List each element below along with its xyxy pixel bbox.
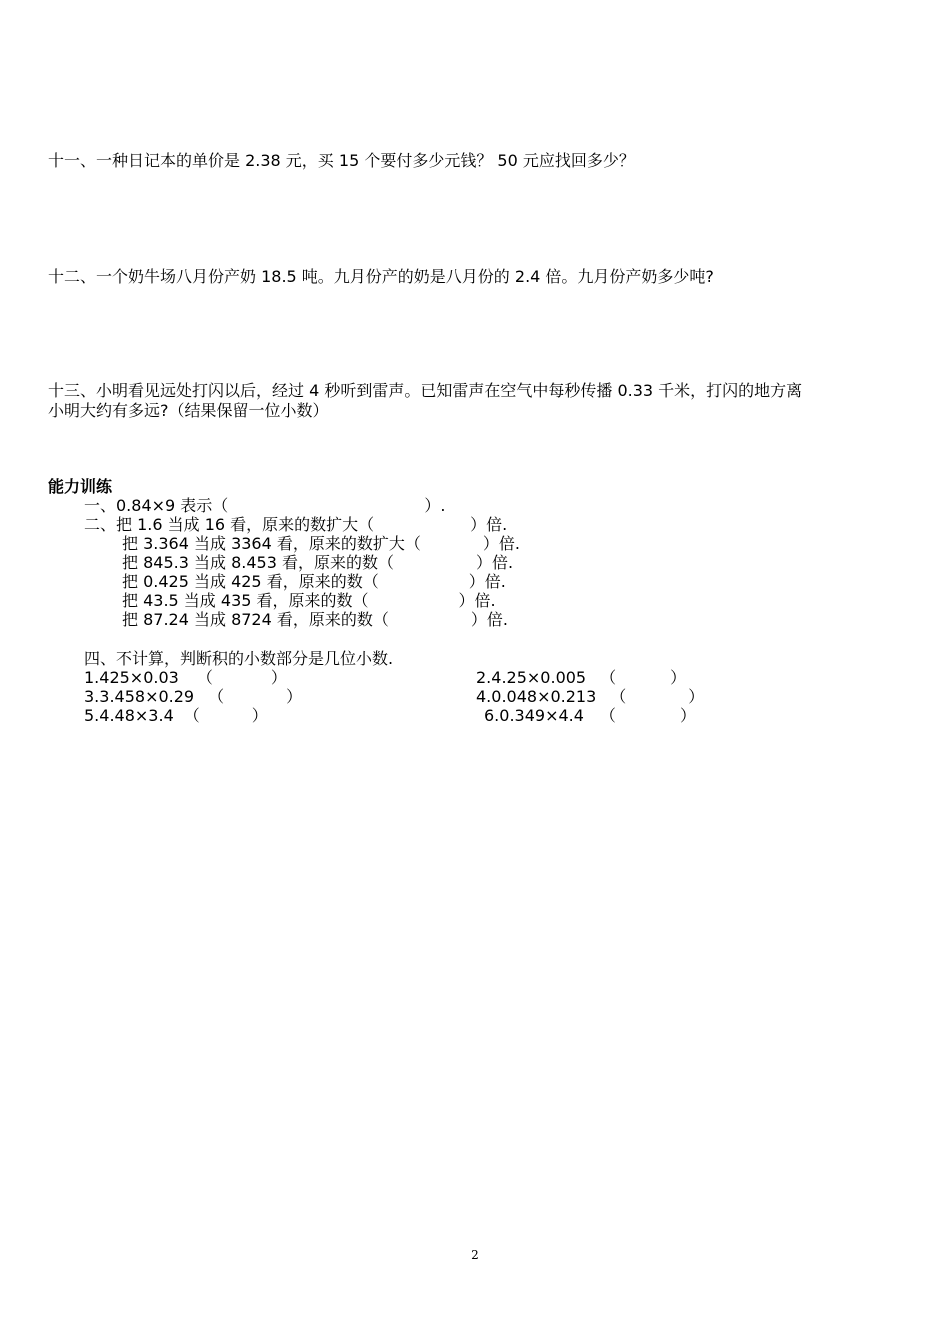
calc-close-paren: ） xyxy=(688,687,705,706)
calc-open-paren: （ xyxy=(599,706,616,725)
ability-item-3-prefix: 把 3.364 当成 3364 看，原来的数扩大（ xyxy=(122,534,421,553)
calc-close-paren: ） xyxy=(286,687,303,706)
calc-open-paren: （ xyxy=(208,687,225,706)
calc-item xyxy=(84,669,287,687)
ability-item-6 xyxy=(122,592,496,610)
ability-item-2 xyxy=(84,516,507,534)
calc-expression: 5.4.48×3.4 xyxy=(84,706,174,725)
calc-item xyxy=(476,669,686,687)
calc-close-paren: ） xyxy=(270,668,287,687)
ability-item-6-suffix: ）倍. xyxy=(458,591,496,610)
ability-item-7-suffix: ）倍. xyxy=(470,610,508,629)
ability-item-2-prefix: 二、把 1.6 当成 16 看，原来的数扩大（ xyxy=(84,515,375,534)
ability-item-7 xyxy=(122,611,508,629)
calc-expression: 4.0.048×0.213 xyxy=(476,687,597,706)
page-number: 2 xyxy=(471,1248,479,1262)
calc-open-paren: （ xyxy=(196,668,213,687)
calc-close-paren: ） xyxy=(670,668,687,687)
ability-training-heading: 能力训练 xyxy=(48,477,113,496)
ability-item-7-prefix: 把 87.24 当成 8724 看，原来的数（ xyxy=(122,610,389,629)
question-12: 十二、一个奶牛场八月份产奶 18.5 吨。九月份产的奶是八月份的 2.4 倍。九月份产奶多少吨? xyxy=(48,267,714,286)
ability-item-5-suffix: ）倍. xyxy=(468,572,506,591)
calc-item xyxy=(84,707,268,725)
ability-item-3 xyxy=(122,535,520,553)
ability-item-1 xyxy=(84,497,445,515)
ability-item-6-prefix: 把 43.5 当成 435 看，原来的数（ xyxy=(122,591,369,610)
calc-item xyxy=(484,707,696,725)
calc-open-paren: （ xyxy=(600,668,617,687)
question-11: 十一、一种日记本的单价是 2.38 元，买 15 个要付多少元钱？ 50 元应找回多少？ xyxy=(48,151,635,170)
ability-item-4-suffix: ）倍. xyxy=(475,553,514,572)
calc-expression: 3.3.458×0.29 xyxy=(84,687,195,706)
ability-item-3-suffix: ）倍. xyxy=(482,534,520,553)
ability-item-2-suffix: ）倍. xyxy=(470,515,508,534)
ability-item-4 xyxy=(122,554,513,572)
question-13-line-1: 十三、小明看见远处打闪以后，经过 4 秒听到雷声。已知雷声在空气中每秒传播 0.33 千米，打闪的地方离 xyxy=(48,381,803,400)
calc-close-paren: ） xyxy=(679,706,696,725)
ability-item-1-suffix: ）. xyxy=(424,496,446,515)
ability-item-4-heading: 四、不计算，判断积的小数部分是几位小数. xyxy=(84,649,394,668)
calc-item xyxy=(476,688,704,706)
ability-item-4-prefix: 把 845.3 当成 8.453 看，原来的数（ xyxy=(122,553,394,572)
ability-item-1-prefix: 一、0.84×9 表示（ xyxy=(84,496,229,515)
calc-item xyxy=(84,688,302,706)
calc-expression: 6.0.349×4.4 xyxy=(484,706,584,725)
calc-expression: 1.425×0.03 xyxy=(84,668,179,687)
calc-open-paren: （ xyxy=(610,687,627,706)
question-13-line-2: 小明大约有多远?（结果保留一位小数） xyxy=(48,401,329,420)
calc-close-paren: ） xyxy=(251,706,268,725)
ability-item-5 xyxy=(122,573,506,591)
ability-item-5-prefix: 把 0.425 当成 425 看，原来的数（ xyxy=(122,572,379,591)
calc-open-paren: （ xyxy=(183,706,200,725)
calc-expression: 2.4.25×0.005 xyxy=(476,668,587,687)
